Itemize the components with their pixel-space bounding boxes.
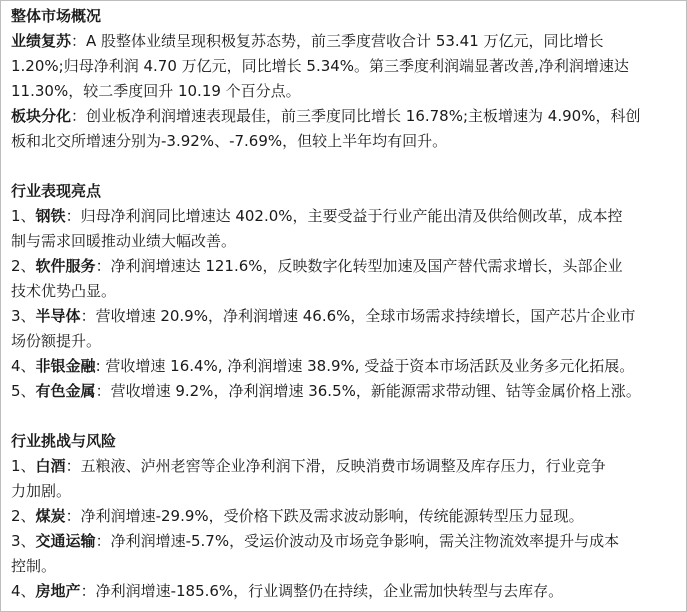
item-text: ：净利润增速-185.6%，行业调整仍在持续，企业需加快转型与去库存。 bbox=[80, 582, 564, 600]
spacer bbox=[11, 154, 679, 179]
item-label-semiconductor: 半导体 bbox=[35, 307, 81, 325]
section-title-highlights: 行业表现亮点 bbox=[11, 182, 102, 200]
list-item-real-estate bbox=[11, 579, 679, 604]
item-number: 4、 bbox=[11, 582, 36, 600]
paragraph-performance-line-1 bbox=[11, 29, 679, 54]
document-body bbox=[11, 4, 679, 604]
list-item-nonbank-finance bbox=[11, 354, 679, 379]
item-text: ：净利润增速达 121.6%，反映数字化转型加速及国产替代需求增长，头部企业 bbox=[95, 257, 623, 275]
paragraph-sectors-line-1 bbox=[11, 104, 679, 129]
paragraph-performance-line-3: 11.30%，较二季度回升 10.19 个百分点。 bbox=[11, 82, 301, 100]
list-item-nonferrous-metals bbox=[11, 379, 679, 404]
item-label-steel: 钢铁 bbox=[35, 207, 66, 225]
item-number: 1、 bbox=[11, 457, 36, 475]
item-number: 3、 bbox=[11, 307, 36, 325]
item-number: 5、 bbox=[11, 382, 36, 400]
item-text: ：营收增速 9.2%，净利润增速 36.5%，新能源需求带动锂、钴等金属价格上涨。 bbox=[95, 382, 641, 400]
text-sectors-1: ：创业板净利润增速表现最佳，前三季度同比增长 16.78%;主板增速为 4.90%，科创 bbox=[71, 107, 641, 125]
item-number: 2、 bbox=[11, 257, 36, 275]
item-number: 3、 bbox=[11, 532, 36, 550]
list-item-baijiu bbox=[11, 454, 679, 479]
item-text: : 营收增速 16.4%, 净利润增速 38.9%, 受益于资本市场活跃及业务多元化拓展。 bbox=[95, 357, 635, 375]
list-item-software-cont: 技术优势凸显。 bbox=[11, 282, 117, 300]
item-number: 4、 bbox=[11, 357, 36, 375]
list-item-transport-cont: 控制。 bbox=[11, 557, 57, 575]
item-text: ：营收增速 20.9%，净利润增速 46.6%，全球市场需求持续增长，国产芯片企业市 bbox=[80, 307, 636, 325]
item-label-software: 软件服务 bbox=[35, 257, 96, 275]
term-sectors: 板块分化 bbox=[11, 107, 72, 125]
item-label-nonbank-finance: 非银金融 bbox=[35, 357, 96, 375]
item-text: ：净利润增速-29.9%，受价格下跌及需求波动影响，传统能源转型压力显现。 bbox=[65, 507, 584, 525]
paragraph-performance-line-2: 1.20%;归母净利润 4.70 万亿元，同比增长 5.34%。第三季度利润端显著改善,净利润增速达 bbox=[11, 57, 629, 75]
item-label-transport: 交通运输 bbox=[35, 532, 96, 550]
item-label-real-estate: 房地产 bbox=[35, 582, 81, 600]
list-item-semiconductor bbox=[11, 304, 679, 329]
item-text: ：净利润增速-5.7%，受运价波动及市场竞争影响，需关注物流效率提升与成本 bbox=[95, 532, 620, 550]
list-item-coal bbox=[11, 504, 679, 529]
item-text: ：归母净利润同比增速达 402.0%，主要受益于行业产能出清及供给侧改革，成本控 bbox=[65, 207, 623, 225]
spacer bbox=[11, 404, 679, 429]
list-item-semiconductor-cont: 场份额提升。 bbox=[11, 332, 102, 350]
list-item-transport bbox=[11, 529, 679, 554]
section-title-challenges: 行业挑战与风险 bbox=[11, 432, 117, 450]
list-item-baijiu-cont: 力加剧。 bbox=[11, 482, 72, 500]
item-number: 1、 bbox=[11, 207, 36, 225]
item-label-nonferrous-metals: 有色金属 bbox=[35, 382, 96, 400]
list-item-steel-cont: 制与需求回暖推动业绩大幅改善。 bbox=[11, 232, 237, 250]
list-item-steel bbox=[11, 204, 679, 229]
paragraph-sectors-line-2: 板和北交所增速分别为-3.92%、-7.69%，但较上半年均有回升。 bbox=[11, 132, 448, 150]
item-label-coal: 煤炭 bbox=[35, 507, 66, 525]
item-text: ：五粮液、泸州老窖等企业净利润下滑，反映消费市场调整及库存压力，行业竞争 bbox=[65, 457, 606, 475]
text-performance-1: ：A 股整体业绩呈现积极复苏态势，前三季度营收合计 53.41 万亿元，同比增长 bbox=[71, 32, 604, 50]
section-title-market: 整体市场概况 bbox=[11, 7, 102, 25]
term-performance: 业绩复苏 bbox=[11, 32, 72, 50]
list-item-software bbox=[11, 254, 679, 279]
item-label-baijiu: 白酒 bbox=[35, 457, 66, 475]
item-number: 2、 bbox=[11, 507, 36, 525]
